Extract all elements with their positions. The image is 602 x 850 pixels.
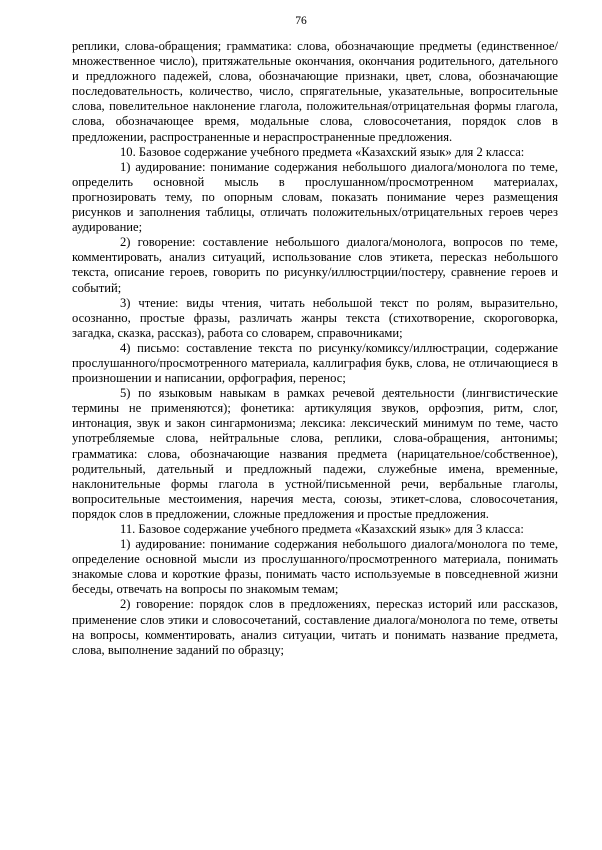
section-heading-grade-3: 11. Базовое содержание учебного предмета «Казахский язык» для 3 класса: [120, 522, 524, 536]
writing-item-grade-2: 4) письмо: составление текста по рисунку/комиксу/иллюстрации, содержание прослушанного/просмотренного материала, каллиграфия букв, слова, не отличающиеся в произношении и написании, орфография, перенос; [72, 340, 558, 386]
language-skills-item-grade-2: 5) по языковым навыкам в рамках речевой деятельности (лингвистические термины не применяются); фонетика: артикуляция звуков, орфоэпия, ритм, слог, интонация, звук и закон сингармонизма; лексика: лексический минимум по теме, часто употребляемые слова, нейтральные слова, реплики, слова-обращения, антонимы; грамматика: слова, обозначающие названия предмета (нарицательное/собственное), родительный, дательный и предложный падежи, служебные имена, временные, наклонительные формы глагола в устной/письменной речи, вербальные глаголы, вопросительные местоимения, наречия места, союзы, этикет-слова, словосочетания, порядок слов в предложении, сложные предложения и простые предложения. [72, 386, 558, 521]
paragraph-continuation: реплики, слова-обращения; грамматика: слова, обозначающие предметы (единственное/множественное число), притяжательные окончания, окончания родительного, дательного и предложного падежей, слова, обозначающие признаки, цвет, слова, обозначающие последовательность, количество, число, спрягательные, указательные, вопросительные слова, повелительное наклонение глагола, положительная/отрицательная формы глагола, слова, обозначающее время, модальные слова, словосочетания, порядок слов в предложении, распространенные и нераспространенные предложения. [72, 39, 558, 144]
reading-item-grade-2: 3) чтение: виды чтения, читать небольшой текст по ролям, выразительно, осознанно, простые фразы, различать жанры текста (стихотворение, скороговорка, загадка, сказка, рассказ), работа со словарем, справочниками; [72, 295, 558, 340]
listening-item-grade-3: 1) аудирование: понимание содержания небольшого диалога/монолога по теме, определение основной мысли из прослушанного/просмотренного материала, понимать знакомые слова и короткие фразы, понимать часто используемые в повседневной жизни беседы, отвечать на вопросы по знакомым темам; [72, 537, 558, 597]
listening-item-grade-2: 1) аудирование: понимание содержания небольшого диалога/монолога по теме, определить основной мысль в прослушанном/просмотренном материалах, прогнозировать тему, по опорным словам, показать понимание через размещения рисунков и заполнения таблицы, отличать положительных/отрицательных героев через аудирование; [72, 159, 558, 235]
speaking-item-grade-3: 2) говорение: порядок слов в предложениях, пересказ историй или рассказов, применение слов этики и словосочетаний, составление диалога/монолога по теме, ответы на вопросы, комментировать, анализ ситуации, читать и понимать название предмета, слова, выполнение заданий по образцу; [72, 597, 558, 657]
section-heading-grade-2: 10. Базовое содержание учебного предмета «Казахский язык» для 2 класса: [120, 144, 525, 159]
page-number: 76 [295, 15, 307, 27]
speaking-item-grade-2: 2) говорение: составление небольшого диалога/монолога, вопросов по теме, комментировать, анализ ситуаций, использование слов этикета, пересказ небольшого текста, описание героев, говорить по рисунку/иллюстрции/постеру, сравнение героев и событий; [72, 235, 558, 295]
document-body [72, 39, 558, 658]
